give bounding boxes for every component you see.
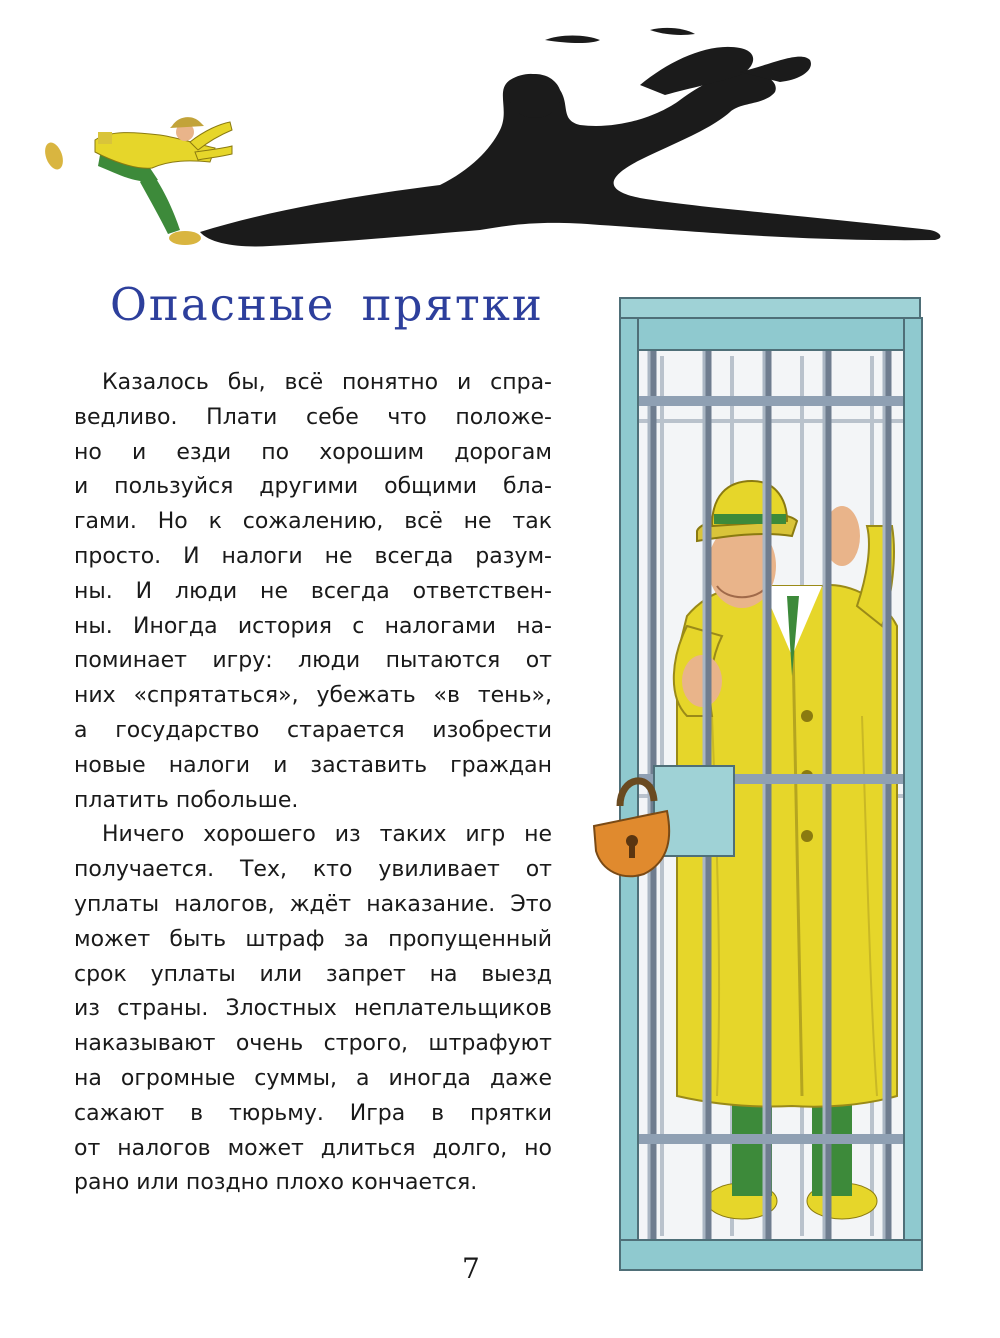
- text-line: Казалось бы, всё понятно и спра-: [102, 370, 552, 395]
- page-number: 7: [462, 1252, 480, 1285]
- article-body: [74, 366, 552, 1201]
- man-in-cage-illustration: [592, 296, 950, 1281]
- paragraph-1: [74, 366, 552, 818]
- text-line: ны. Иногда история с налогами на-: [74, 613, 552, 639]
- page-title: Опасные прятки: [110, 278, 544, 331]
- running-man-shadow-illustration: [40, 20, 970, 255]
- text-line: получается. Тех, кто увиливает от: [74, 857, 552, 883]
- paragraph-2: [74, 818, 552, 1201]
- running-man-icon: [42, 117, 232, 245]
- text-line: из страны. Злостных неплательщиков: [74, 996, 552, 1022]
- text-line: на огромные суммы, а иногда даже: [74, 1065, 552, 1091]
- text-line: ведливо. Плати себе что положе-: [74, 404, 552, 430]
- text-line: платить побольше.: [74, 787, 299, 813]
- text-line: поминает игру: люди пытаются от: [74, 648, 552, 674]
- text-line: наказывают очень строго, штрафуют: [74, 1031, 552, 1057]
- text-line: них «спрятаться», убежать «в тень»,: [74, 683, 552, 709]
- text-line: рано или поздно плохо кончается.: [74, 1170, 478, 1196]
- text-line: ны. И люди не всегда ответствен-: [74, 578, 552, 604]
- text-line: Ничего хорошего из таких игр не: [102, 822, 552, 848]
- text-line: от налогов может длиться долго, но: [74, 1135, 552, 1161]
- text-line: сажают в тюрьму. Игра в прятки: [74, 1100, 552, 1126]
- text-line: уплаты налогов, ждёт наказание. Это: [74, 891, 552, 917]
- text-line: может быть штраф за пропущенный: [74, 926, 552, 952]
- text-line: гами. Но к сожалению, всё не так: [74, 509, 552, 535]
- shadow-icon: [200, 28, 940, 247]
- text-line: но и езди по хорошим дорогам: [74, 439, 552, 465]
- text-line: просто. И налоги не всегда разум-: [74, 543, 552, 569]
- text-line: а государство старается изобрести: [74, 717, 552, 743]
- text-line: новые налоги и заставить граждан: [74, 752, 552, 778]
- text-line: срок уплаты или запрет на выезд: [74, 961, 552, 987]
- text-line: и пользуйся другими общими бла-: [74, 474, 552, 500]
